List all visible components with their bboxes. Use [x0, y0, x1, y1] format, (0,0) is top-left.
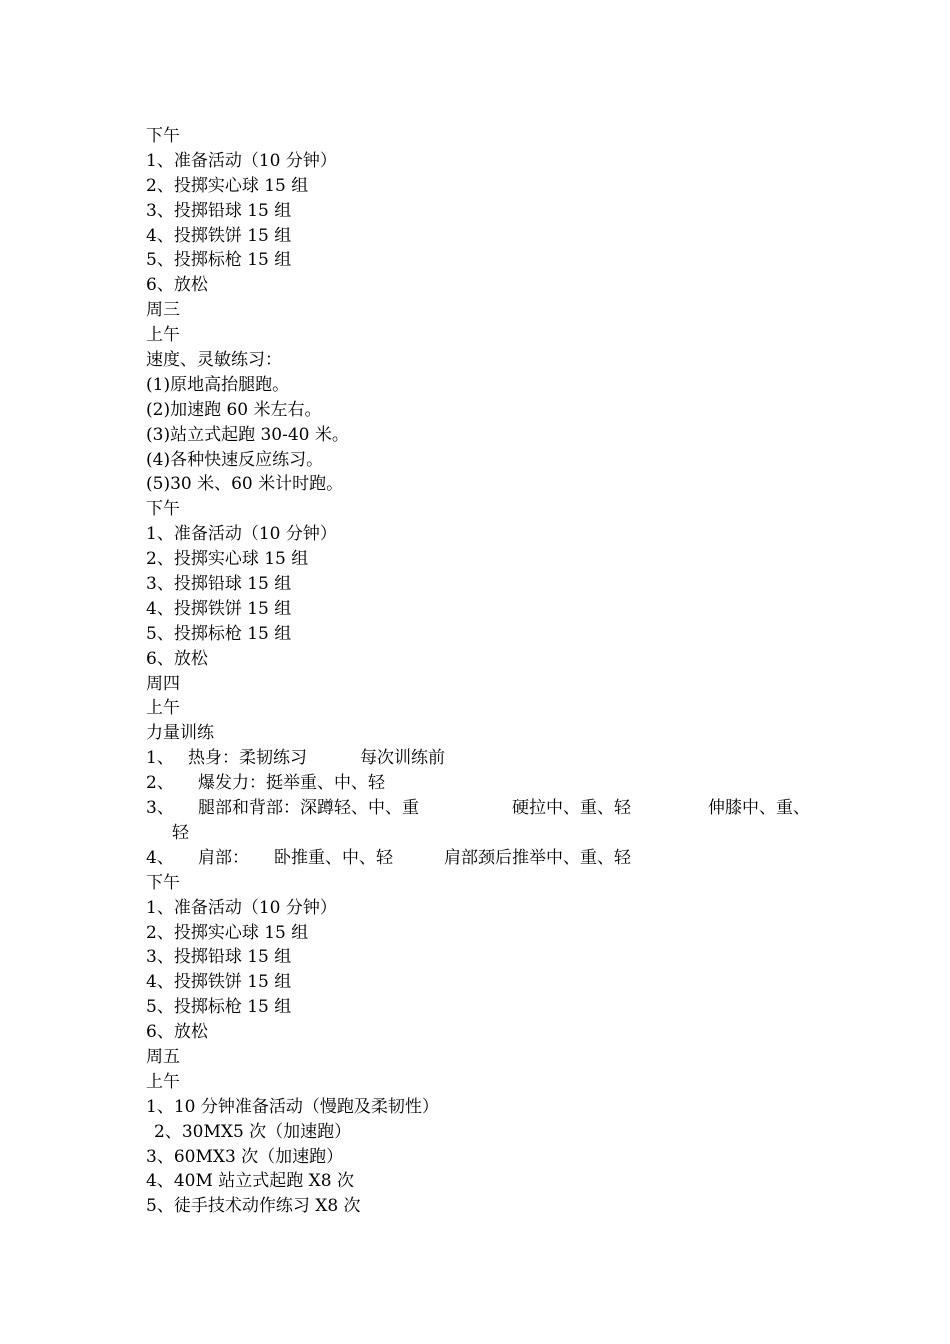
text-line: (1)原地高抬腿跑。 [146, 374, 290, 395]
item-note: 硬拉中、重、轻 [512, 798, 631, 819]
item-text: 肩部： [198, 847, 249, 868]
item-note: 卧推重、中、轻 [274, 847, 393, 868]
item-number: 1、 [146, 748, 174, 769]
text-line: 1、准备活动（10 分钟） [146, 150, 337, 171]
text-line: 4、投掷铁饼 15 组 [146, 972, 292, 993]
item-text: 爆发力：挺举重、中、轻 [198, 773, 385, 794]
text-line: 力量训练 [146, 723, 214, 744]
text-line: (4)各种快速反应练习。 [146, 449, 324, 470]
text-line: 1、准备活动（10 分钟） [146, 897, 337, 918]
item-wrap-text: 轻 [172, 822, 189, 843]
text-line: 3、投掷铅球 15 组 [146, 200, 292, 221]
text-line: 4、投掷铁饼 15 组 [146, 598, 292, 619]
text-line: 3、投掷铅球 15 组 [146, 947, 292, 968]
text-line: 2、投掷实心球 15 组 [146, 922, 309, 943]
text-line: (3)站立式起跑 30-40 米。 [146, 424, 349, 445]
schedule-text-part2 [146, 871, 846, 1219]
text-line: 5、投掷标枪 15 组 [146, 997, 292, 1018]
text-line: 2、投掷实心球 15 组 [146, 549, 309, 570]
item-note-2: 肩部颈后推举中、重、轻 [444, 847, 631, 868]
strength-training-list [146, 746, 846, 870]
schedule-text-part1 [146, 124, 846, 746]
text-line: 1、准备活动（10 分钟） [146, 524, 337, 545]
item-note-2: 伸膝中、重、 [708, 798, 810, 819]
item-number: 4、 [146, 847, 174, 868]
text-line: 2、30MX5 次（加速跑） [154, 1121, 352, 1142]
strength-item-1 [146, 746, 846, 771]
text-line: 6、放松 [146, 275, 208, 296]
strength-item-4 [146, 846, 846, 871]
text-line: (2)加速跑 60 米左右。 [146, 399, 322, 420]
text-line: 3、60MX3 次（加速跑） [146, 1146, 344, 1167]
text-line: 下午 [146, 499, 180, 520]
text-line: 2、投掷实心球 15 组 [146, 175, 309, 196]
text-line: 周四 [146, 673, 180, 694]
item-number: 2、 [146, 773, 174, 794]
strength-item-3-wrap [146, 821, 846, 846]
document-page [146, 124, 846, 1219]
text-line: 5、投掷标枪 15 组 [146, 250, 292, 271]
text-line: 周五 [146, 1046, 180, 1067]
text-line: 6、放松 [146, 1022, 208, 1043]
text-line: 3、投掷铅球 15 组 [146, 574, 292, 595]
text-line: 速度、灵敏练习： [146, 350, 282, 371]
text-line: 4、40M 站立式起跑 X8 次 [146, 1171, 354, 1192]
text-line: 5、徒手技术动作练习 X8 次 [146, 1196, 361, 1217]
text-line: 上午 [146, 1071, 180, 1092]
text-line: 下午 [146, 126, 180, 146]
strength-item-2 [146, 771, 846, 796]
strength-item-3 [146, 796, 846, 821]
text-line: 1、10 分钟准备活动（慢跑及柔韧性） [146, 1096, 439, 1117]
item-note: 每次训练前 [360, 748, 445, 769]
text-line: (5)30 米、60 米计时跑。 [146, 474, 344, 495]
text-line: 上午 [146, 325, 180, 346]
item-number: 3、 [146, 798, 174, 819]
text-line: 5、投掷标枪 15 组 [146, 623, 292, 644]
text-line: 下午 [146, 872, 180, 893]
item-text: 腿部和背部：深蹲轻、中、重 [198, 798, 419, 819]
text-line: 6、放松 [146, 648, 208, 669]
text-line: 上午 [146, 698, 180, 719]
text-line: 4、投掷铁饼 15 组 [146, 225, 292, 246]
item-text: 热身：柔韧练习 [188, 748, 307, 769]
text-line: 周三 [146, 300, 180, 321]
